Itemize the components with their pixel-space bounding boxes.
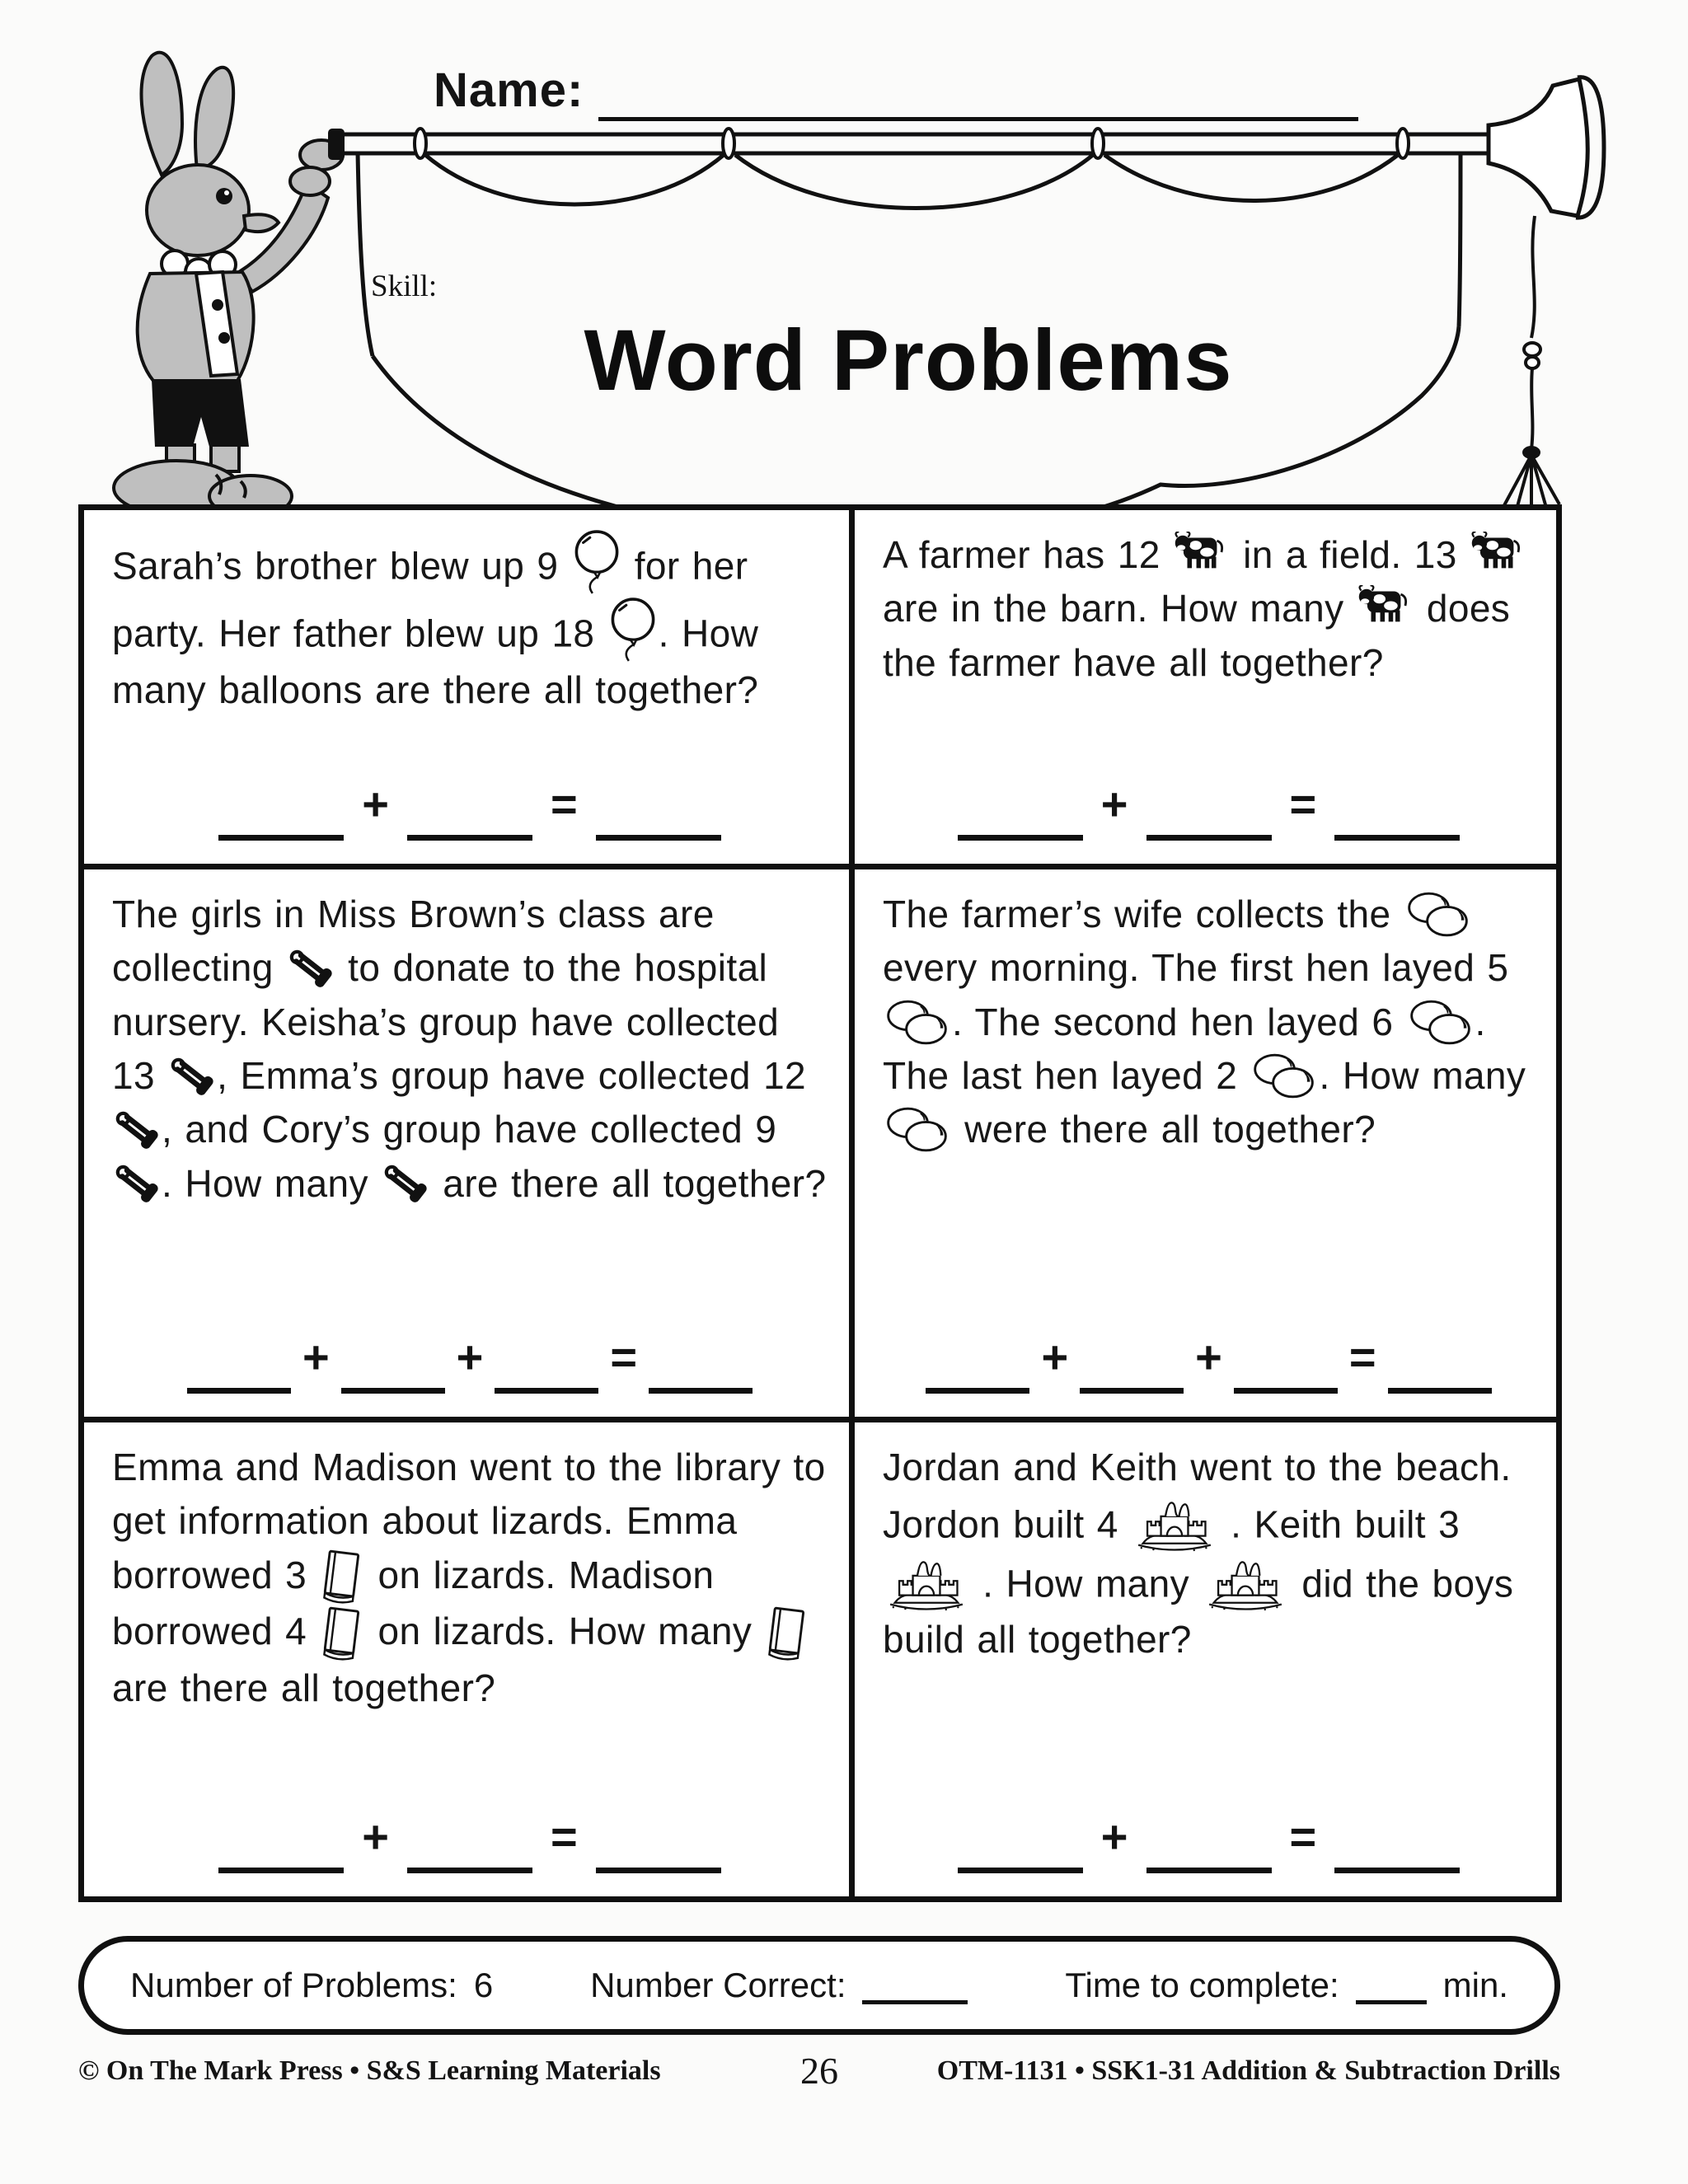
problems-count-group xyxy=(130,1966,493,2004)
problem-cell xyxy=(84,510,855,869)
sandcastle-icon xyxy=(1202,1554,1289,1613)
plus-operator: + xyxy=(362,778,389,830)
problem-text: The girls in Miss Brown’s class are collecting to donate to the hospital nursery. Keisha’s group have collected 13 , Emma’s group have collected 12 , and Cory’s group have collected 9 . How many are there all together? xyxy=(112,888,828,1211)
skill-label: Skill: xyxy=(371,269,438,303)
equation xyxy=(112,1809,828,1885)
banner-pole xyxy=(328,129,1490,160)
time-blank[interactable] xyxy=(1356,1972,1427,2004)
eggs-icon xyxy=(883,1104,952,1155)
sandcastle-icon xyxy=(883,1554,970,1613)
edition-text: OTM-1131 • SSK1-31 Addition & Subtraction Drills xyxy=(936,2055,1560,2086)
equals-operator: = xyxy=(551,778,578,830)
answer-blank[interactable] xyxy=(958,1830,1083,1873)
equation xyxy=(883,776,1535,852)
plus-operator: + xyxy=(1100,778,1128,830)
problems-grid xyxy=(78,504,1562,1902)
balloon-icon xyxy=(607,596,659,663)
safety-pin-icon xyxy=(112,1107,162,1153)
answer-blank[interactable] xyxy=(187,1350,291,1394)
equation xyxy=(112,776,828,852)
problems-count-value: 6 xyxy=(473,1965,494,2004)
plus-operator: + xyxy=(1195,1331,1222,1383)
equation xyxy=(883,1329,1535,1405)
time-group xyxy=(1065,1966,1508,2004)
eggs-icon xyxy=(1250,1051,1319,1102)
eggs-icon xyxy=(883,997,952,1048)
problem-text: A farmer has 12 in a field. 13 are in the barn. How many does the farmer have all together? xyxy=(883,528,1535,690)
safety-pin-icon xyxy=(112,1160,162,1207)
plus-operator: + xyxy=(1041,1331,1069,1383)
header-illustration xyxy=(0,0,1688,544)
answer-blank[interactable] xyxy=(1334,797,1460,841)
eggs-icon xyxy=(1404,889,1473,940)
answer-blank[interactable] xyxy=(926,1350,1029,1394)
plus-operator: + xyxy=(1100,1811,1128,1863)
footer xyxy=(78,2049,1560,2098)
problem-text: Emma and Madison went to the library to get information about lizards. Emma borrowed 3 on lizards. Madison borrowed 4 on lizards. How many are there all together? xyxy=(112,1446,826,1709)
problem-cell xyxy=(84,869,855,1422)
cow-icon xyxy=(1173,532,1231,573)
time-unit: min. xyxy=(1442,1965,1508,2004)
tassel xyxy=(1503,216,1559,511)
book-icon xyxy=(319,1549,365,1605)
problem-cell xyxy=(855,869,1556,1422)
problem-cell xyxy=(855,1422,1556,1896)
problem-cell xyxy=(855,510,1556,869)
safety-pin-icon xyxy=(167,1053,217,1099)
problem-cell xyxy=(84,1422,855,1896)
answer-blank[interactable] xyxy=(407,1830,532,1873)
answer-blank[interactable] xyxy=(596,1830,721,1873)
answer-blank[interactable] xyxy=(1080,1350,1184,1394)
cow-icon xyxy=(1357,585,1414,626)
answer-blank[interactable] xyxy=(341,1350,445,1394)
equals-operator: = xyxy=(1289,1811,1317,1863)
answer-blank[interactable] xyxy=(1234,1350,1338,1394)
answer-blank[interactable] xyxy=(495,1350,598,1394)
answer-blank[interactable] xyxy=(1146,797,1272,841)
problem-text: Sarah’s brother blew up 9 for her party. Her father blew up 18 . How many balloons are there all together? xyxy=(112,528,828,717)
problems-count-label: Number of Problems: xyxy=(130,1965,457,2004)
plus-operator: + xyxy=(456,1331,484,1383)
trumpet-bell xyxy=(1489,77,1604,218)
name-line[interactable] xyxy=(598,117,1358,121)
equals-operator: = xyxy=(610,1331,638,1383)
problem-text: Jordan and Keith went to the beach. Jordon built 4 . Keith built 3 . How many did the boys build all together? xyxy=(883,1446,1514,1661)
answer-blank[interactable] xyxy=(958,797,1083,841)
equation xyxy=(883,1809,1535,1885)
answer-blank[interactable] xyxy=(1388,1350,1492,1394)
sandcastle-icon xyxy=(1131,1494,1218,1554)
summary-bar xyxy=(78,1936,1560,2035)
cow-icon xyxy=(1470,532,1527,573)
answer-blank[interactable] xyxy=(1334,1830,1460,1873)
number-correct-blank[interactable] xyxy=(862,1972,968,2004)
equation xyxy=(112,1329,828,1405)
answer-blank[interactable] xyxy=(1146,1830,1272,1873)
book-icon xyxy=(764,1605,810,1661)
answer-blank[interactable] xyxy=(649,1350,753,1394)
number-correct-group xyxy=(590,1966,968,2004)
page-title: Word Problems xyxy=(584,312,1233,409)
time-label: Time to complete: xyxy=(1065,1965,1339,2004)
name-label: Name: xyxy=(434,63,584,117)
answer-blank[interactable] xyxy=(218,797,344,841)
safety-pin-icon xyxy=(381,1160,430,1207)
answer-blank[interactable] xyxy=(596,797,721,841)
problem-text: The farmer’s wife collects the every morning. The first hen layed 5 . The second hen layed 6 . The last hen layed 2 . How many were there all together? xyxy=(883,888,1535,1157)
plus-operator: + xyxy=(302,1331,330,1383)
equals-operator: = xyxy=(1289,778,1317,830)
plus-operator: + xyxy=(362,1811,389,1863)
balloon-icon xyxy=(571,528,622,596)
eggs-icon xyxy=(1406,997,1475,1048)
page-number: 26 xyxy=(800,2050,838,2092)
rabbit-illustration xyxy=(114,53,343,517)
book-icon xyxy=(319,1605,365,1661)
answer-blank[interactable] xyxy=(218,1830,344,1873)
number-correct-label: Number Correct: xyxy=(590,1965,846,2004)
equals-operator: = xyxy=(551,1811,578,1863)
safety-pin-icon xyxy=(286,945,335,991)
copyright-text: © On The Mark Press • S&S Learning Materials xyxy=(78,2055,661,2086)
answer-blank[interactable] xyxy=(407,797,532,841)
equals-operator: = xyxy=(1348,1331,1376,1383)
